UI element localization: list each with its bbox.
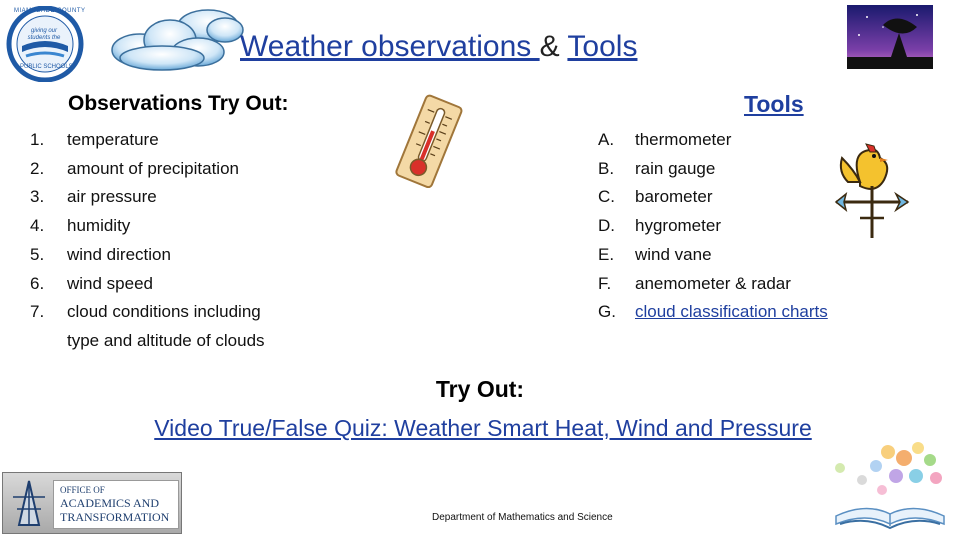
title-tools-link[interactable]: Tools bbox=[567, 30, 638, 63]
list-item: 7. cloud conditions including type and altitude of clouds bbox=[30, 302, 265, 350]
office-logo-icon bbox=[2, 472, 182, 534]
observations-heading: Observations Try Out: bbox=[68, 92, 289, 115]
office-logo-text-box bbox=[53, 480, 179, 529]
list-item: C. barometer bbox=[598, 187, 713, 207]
list-item: D. hygrometer bbox=[598, 216, 721, 236]
radio-telescope-icon bbox=[847, 5, 933, 69]
thermometer-icon bbox=[380, 94, 476, 188]
cloud-icon bbox=[100, 2, 250, 74]
district-logo-bottom-text: PUBLIC SCHOOLS bbox=[20, 64, 73, 70]
title-ampersand: & bbox=[539, 30, 568, 63]
cloud-classification-charts-link[interactable]: cloud classification charts bbox=[635, 302, 828, 322]
tools-heading-link[interactable]: Tools bbox=[744, 91, 804, 117]
wind-vane-icon bbox=[820, 142, 920, 242]
list-item: B. rain gauge bbox=[598, 158, 716, 178]
video-quiz-container bbox=[0, 415, 960, 442]
list-item: 2. amount of precipitation bbox=[30, 158, 239, 178]
tools-list bbox=[598, 126, 828, 327]
office-logo-line3: TRANSFORMATION bbox=[60, 510, 170, 524]
observations-list bbox=[30, 126, 317, 356]
list-item: G. cloud classification charts bbox=[598, 298, 828, 327]
tryout-heading: Try Out: bbox=[435, 376, 525, 402]
district-logo-top-text: MIAMI-DADE COUNTY bbox=[14, 8, 86, 14]
list-item: 1. temperature bbox=[30, 130, 159, 149]
open-book-icon bbox=[826, 436, 954, 536]
office-logo-line1: OFFICE OF bbox=[60, 485, 105, 495]
list-item: 6. wind speed bbox=[30, 273, 154, 293]
list-item: E. wind vane bbox=[598, 244, 712, 264]
video-quiz-link[interactable]: Video True/False Quiz: Weather Smart Heat, Wind and Pressure bbox=[154, 415, 812, 441]
department-footer: Department of Mathematics and Science bbox=[432, 512, 613, 523]
list-item: 3. air pressure bbox=[30, 187, 157, 207]
list-item: 4. humidity bbox=[30, 216, 131, 236]
list-item: 5. wind direction bbox=[30, 244, 171, 264]
list-item: F. anemometer & radar bbox=[598, 273, 791, 293]
list-item: A. thermometer bbox=[598, 130, 732, 149]
title-weather-observations-link[interactable]: Weather observations bbox=[240, 30, 540, 63]
district-logo-mid-text: giving our students the world bbox=[27, 28, 61, 48]
page-title bbox=[240, 30, 760, 64]
office-logo-line2: ACADEMICS AND bbox=[60, 496, 160, 510]
